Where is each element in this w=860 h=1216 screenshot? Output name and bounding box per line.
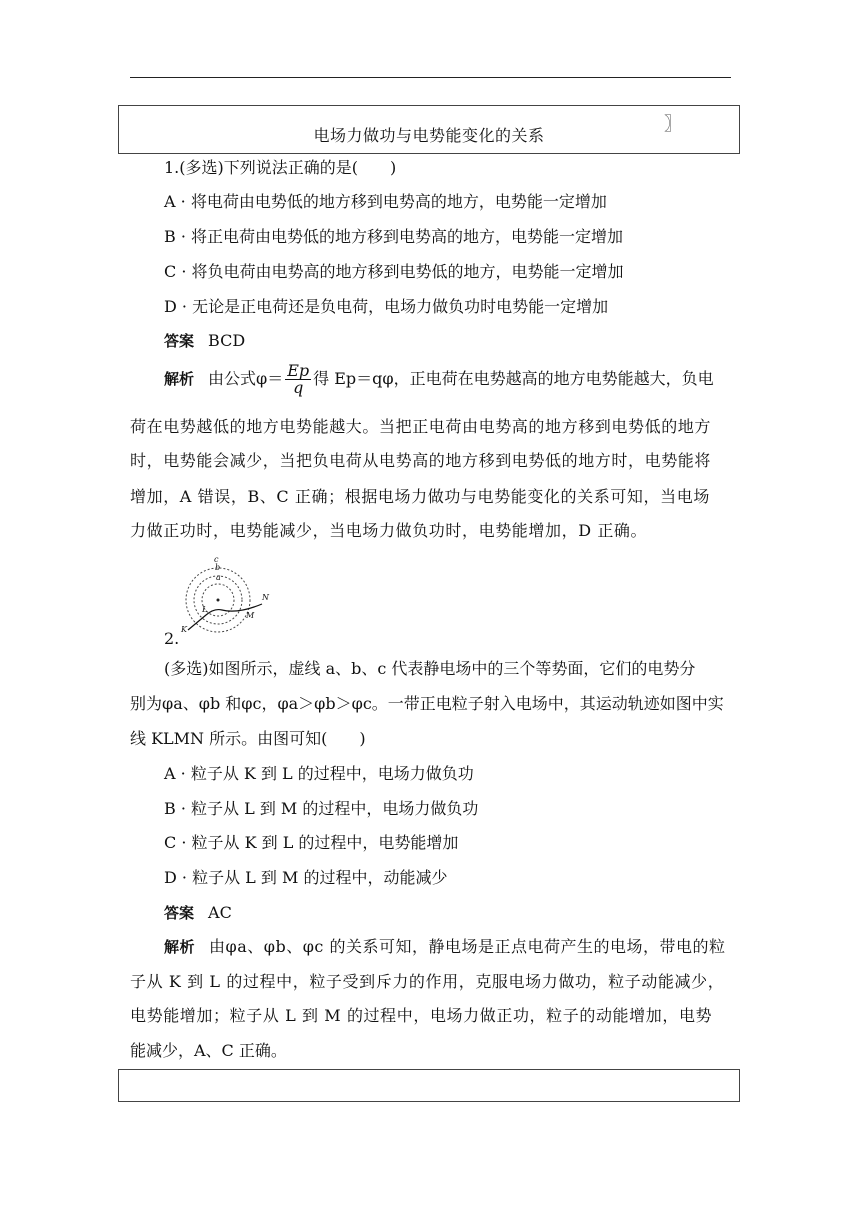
q2-answer — [164, 902, 232, 924]
title-bracket-mark: 〗 — [664, 114, 682, 135]
q1-analysis-label: 解析 — [164, 370, 195, 388]
label-a: a — [216, 573, 221, 582]
q2-option-c: C · 粒子从 K 到 L 的过程中，电势能增加 — [164, 833, 459, 852]
header-rule — [130, 77, 731, 78]
q1-analysis-line: 增加，A 错误，B、C 正确；根据电场力做功与电势能变化的关系可知，当电场 — [130, 487, 710, 506]
q1-option-b: B · 将正电荷由电势低的地方移到电势高的地方，电势能一定增加 — [164, 227, 624, 246]
frac-denominator: q — [293, 378, 304, 397]
label-n: N — [262, 593, 269, 602]
ep-over-q-fraction — [285, 363, 311, 396]
q1-answer — [164, 330, 245, 352]
q2-analysis-first — [164, 936, 725, 958]
q1-option-d: D · 无论是正电荷还是负电荷，电场力做负功时电势能一定增加 — [164, 297, 609, 316]
q1-analysis-pre: 由公式φ＝ — [208, 369, 284, 388]
label-c: c — [214, 555, 219, 564]
label-m: M — [246, 611, 255, 620]
q1-analysis-line1-rest: 得 Ep＝qφ，正电荷在电势越高的地方电势能越大，负电 — [313, 369, 714, 388]
q1-answer-value: BCD — [208, 331, 246, 350]
q1-analysis-line: 力做正功时，电势能减少，当电场力做负功时，电势能增加，D 正确。 — [130, 521, 648, 540]
q1-option-a: A · 将电荷由电势低的地方移到电势高的地方，电势能一定增加 — [164, 192, 607, 211]
center-point — [217, 599, 220, 602]
q2-option-b: B · 粒子从 L 到 M 的过程中，电场力做负功 — [164, 799, 479, 818]
q2-stem-line: 线 KLMN 所示。由图可知( ) — [130, 729, 366, 748]
q2-analysis-first-text: 由φa、φb、φc 的关系可知，静电场是正点电荷产生的电场，带电的粒 — [209, 937, 726, 956]
equipotential-figure — [178, 552, 274, 634]
label-l: L — [202, 605, 208, 614]
label-k: K — [181, 625, 187, 634]
q2-answer-label: 答案 — [164, 904, 195, 922]
label-b: b — [215, 563, 221, 572]
q1-analysis-line: 荷在电势越低的地方电势能越大。当把正电荷由电势高的地方移到电势低的地方 — [130, 417, 712, 436]
q2-stem-line: 别为φa、φb 和φc，φa＞φb＞φc。一带正电粒子射入电场中，其运动轨迹如图中实 — [130, 694, 724, 713]
section-title-box — [118, 105, 740, 154]
frac-numerator: Ep — [287, 361, 310, 380]
q2-analysis-line: 电势能增加；粒子从 L 到 M 的过程中，电场力做正功，粒子的动能增加，电势 — [130, 1006, 713, 1025]
q1-stem: 1.(多选)下列说法正确的是( ) — [164, 158, 397, 177]
q2-number: 2. — [164, 629, 180, 648]
q2-analysis-label: 解析 — [164, 938, 196, 956]
q2-option-d: D · 粒子从 L 到 M 的过程中，动能减少 — [164, 868, 448, 887]
q2-option-a: A · 粒子从 K 到 L 的过程中，电场力做负功 — [164, 764, 474, 783]
q2-analysis-line: 能减少，A、C 正确。 — [130, 1041, 287, 1060]
q1-answer-label: 答案 — [164, 332, 195, 350]
footer-box — [118, 1069, 740, 1102]
section-title: 电场力做功与电势能变化的关系 — [313, 126, 545, 145]
q2-answer-value: AC — [208, 903, 232, 922]
q1-analysis-line: 时，电势能会减少，当把负电荷从电势高的地方移到电势低的地方时，电势能将 — [130, 451, 712, 470]
q1-option-c: C · 将负电荷由电势高的地方移到电势低的地方，电势能一定增加 — [164, 262, 624, 281]
q1-analysis-first — [164, 362, 714, 396]
q2-stem-line: (多选)如图所示，虚线 a、b、c 代表静电场中的三个等势面，它们的电势分 — [164, 659, 696, 678]
q2-analysis-line: 子从 K 到 L 的过程中，粒子受到斥力的作用，克服电场力做功，粒子动能减少， — [130, 972, 725, 991]
